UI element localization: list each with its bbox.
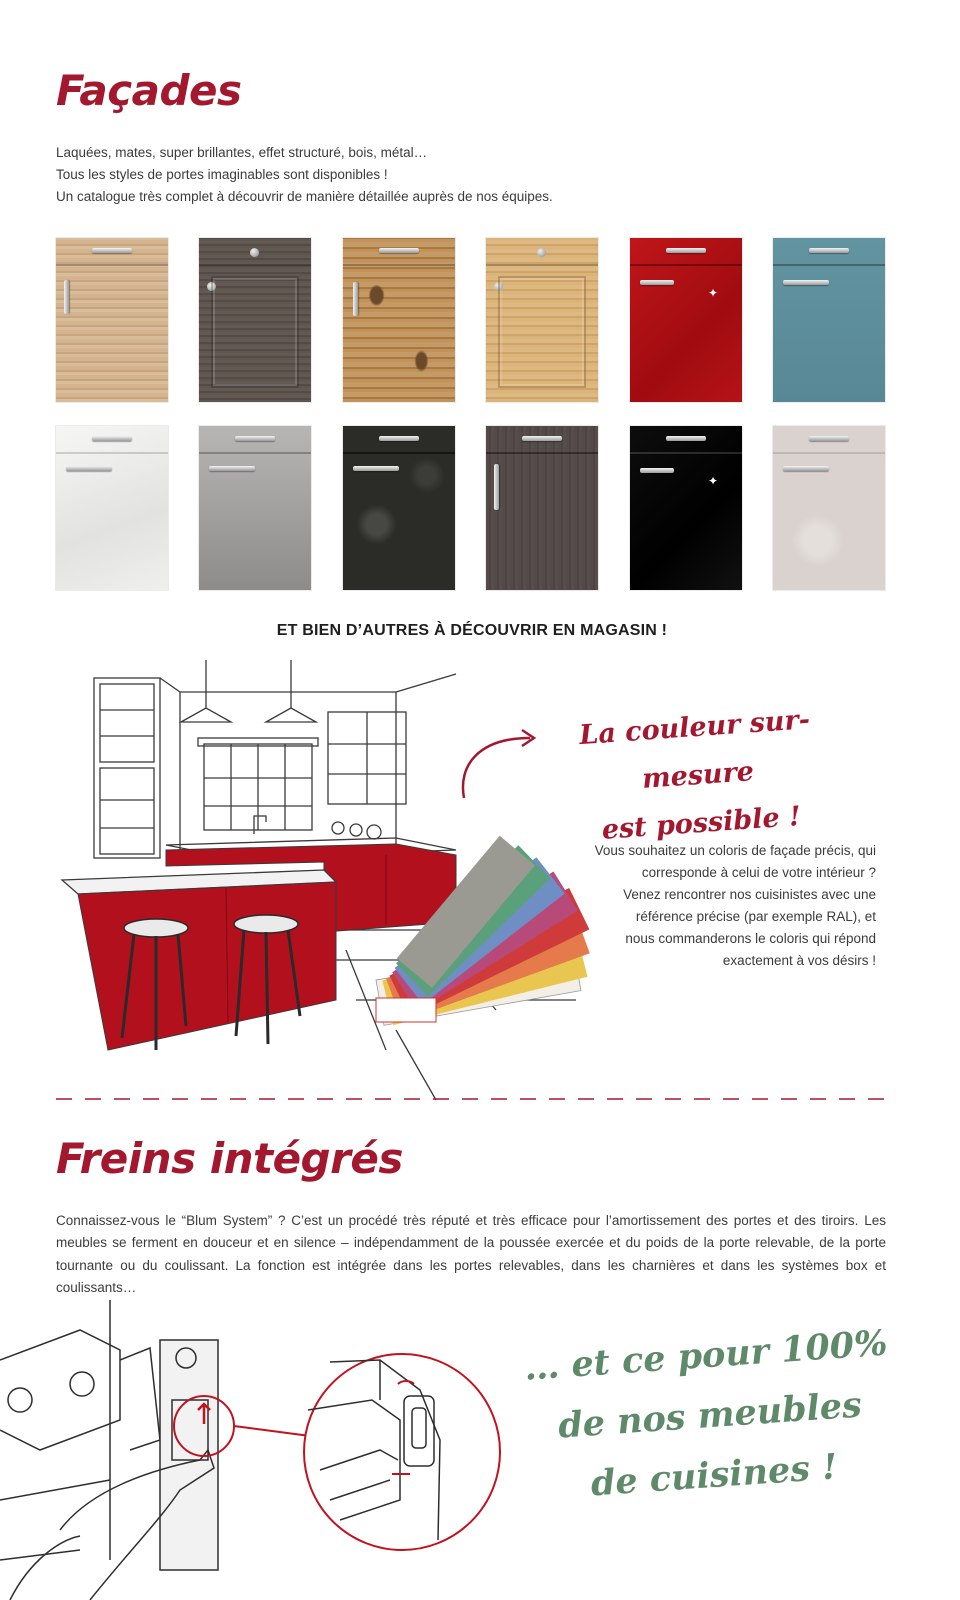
custom-color-text (540, 840, 876, 972)
intro-line: Un catalogue très complet à découvrir de manière détaillée auprès de nos équipes. (56, 189, 553, 204)
door-swatch-red-gloss[interactable]: ✦ (630, 238, 742, 402)
door-swatch-dark-grey-wood[interactable] (199, 238, 311, 402)
door-swatch-black-gloss[interactable]: ✦ (630, 426, 742, 590)
custom-color-headline (543, 694, 852, 859)
door-swatch-dark-stone[interactable] (343, 426, 455, 590)
dashed-divider (56, 1094, 886, 1104)
door-swatch-rustic-oak[interactable] (343, 238, 455, 402)
headline-line: est possible ! (600, 800, 802, 846)
headline-line: de nos meubles (556, 1384, 864, 1447)
door-swatch-dark-wood[interactable] (486, 426, 598, 590)
custom-text-line: nous commanderons le coloris qui répond (625, 931, 876, 946)
hundred-percent-headline (514, 1313, 906, 1519)
facades-intro (56, 142, 553, 208)
more-in-store-text: ET BIEN D’AUTRES À DÉCOUVRIR EN MAGASIN ! (276, 622, 668, 639)
hinge-illustration (0, 1300, 520, 1600)
intro-line: Laquées, mates, super brillantes, effet structuré, bois, métal… (56, 145, 428, 160)
door-swatch-grey-metal[interactable] (199, 426, 311, 590)
headline-line: … et ce pour 100% (522, 1322, 889, 1389)
custom-text-line: Venez rencontrer nos cuisinistes avec une (623, 887, 876, 902)
curved-arrow-icon (456, 722, 546, 802)
door-swatch-blue-matte[interactable] (773, 238, 885, 402)
custom-text-line: exactement à vos désirs ! (722, 953, 876, 968)
blum-system-text: Connaissez-vous le “Blum System” ? C’est un procédé très réputé et très efficace pour l’amortissement des portes et des tiroirs. Les meubles se ferment en douceur et en silence – indépendamment de la poussée exercée et du poids de la porte relevable, de la porte tournante ou du coulissant. La fonction est intégrée dans les portes relevables, dans les charnières et dans les systèmes box et coulissants… (56, 1213, 886, 1296)
brakes-title: Freins intégrés (56, 1134, 403, 1183)
door-swatch-light-oak[interactable] (56, 238, 168, 402)
custom-text-line: corresponde à celui de votre intérieur ? (641, 865, 876, 880)
headline-line: de cuisines ! (589, 1446, 839, 1505)
door-swatch-natural-oak[interactable] (486, 238, 598, 402)
intro-line: Tous les styles de portes imaginables sont disponibles ! (56, 167, 388, 182)
custom-text-line: référence précise (par exemple RAL), et (635, 909, 876, 924)
door-swatch-light-concrete[interactable] (773, 426, 885, 590)
custom-text-line: Vous souhaitez un coloris de façade précis, qui (594, 843, 876, 858)
headline-line: La couleur sur-mesure (578, 704, 811, 795)
door-swatch-white-gloss[interactable] (56, 426, 168, 590)
facades-title: Façades (56, 66, 242, 115)
